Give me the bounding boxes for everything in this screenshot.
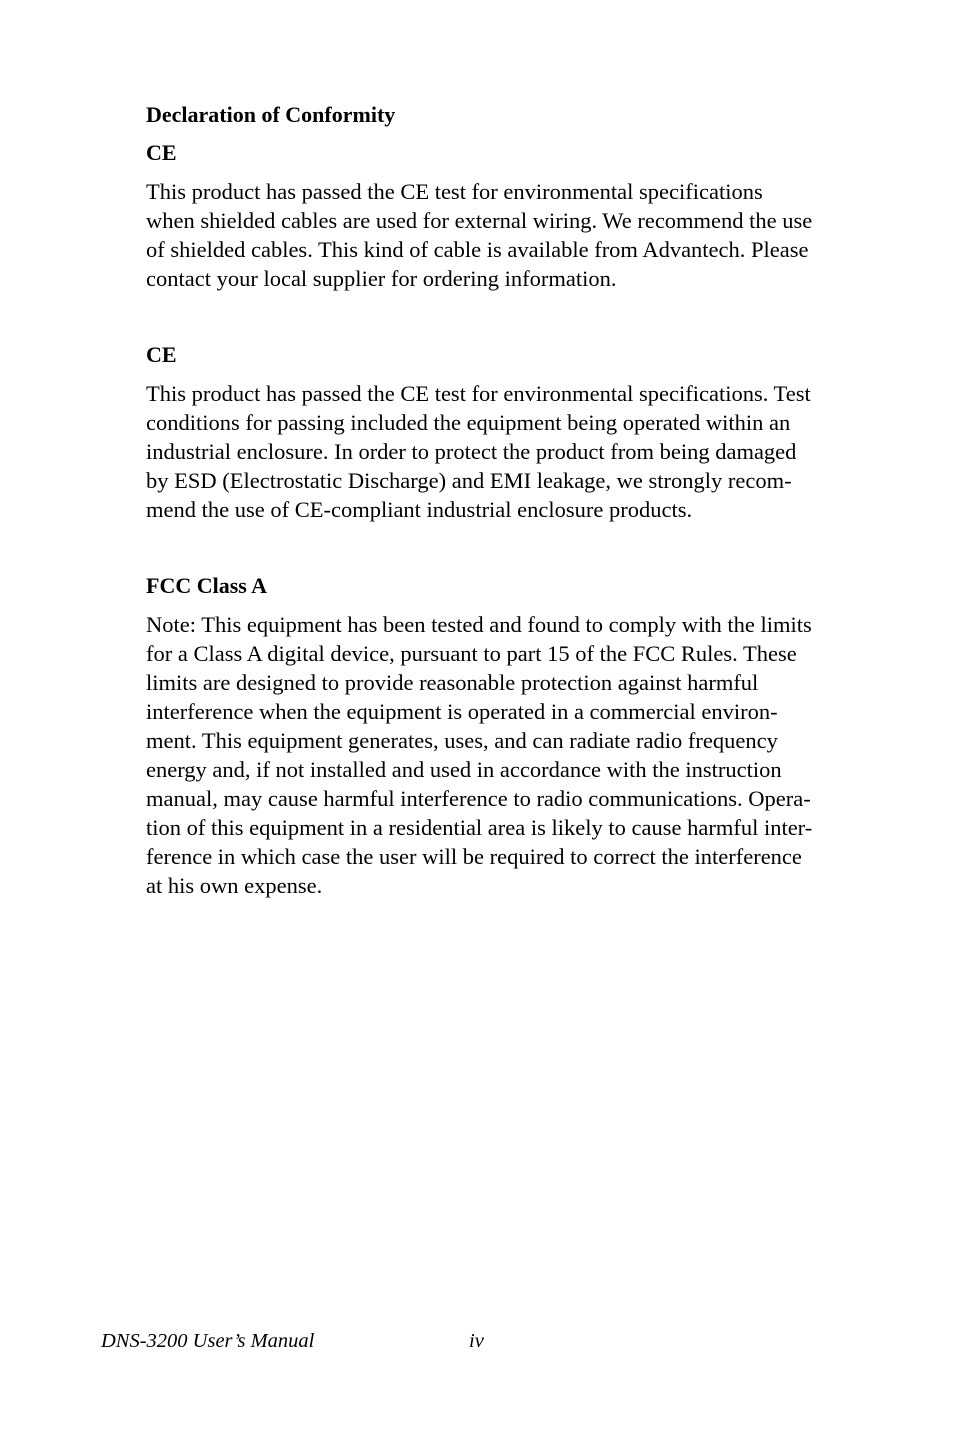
paragraph-line: limits are designed to provide reasonable protection against harmful (146, 670, 759, 695)
section-paragraph (146, 610, 861, 900)
document-body (146, 101, 861, 900)
section-heading: FCC Class A (146, 573, 268, 598)
section-fcc-class-a (146, 572, 861, 900)
paragraph-line: ference in which case the user will be required to correct the interference (146, 844, 802, 869)
document-title: Declaration of Conformity (146, 102, 396, 127)
paragraph-line: contact your local supplier for ordering information. (146, 266, 617, 291)
paragraph-line: This product has passed the CE test for environmental specifications (146, 179, 763, 204)
paragraph-line: ment. This equipment generates, uses, and can radiate radio frequency (146, 728, 778, 753)
paragraph-line: conditions for passing included the equipment being operated within an (146, 410, 791, 435)
section-ce-enclosure (146, 341, 861, 524)
footer-page-number: iv (469, 1330, 484, 1352)
section-paragraph (146, 379, 861, 524)
footer-manual-name: DNS-3200 User’s Manual (101, 1330, 315, 1352)
paragraph-line: Note: This equipment has been tested and found to comply with the limits (146, 612, 812, 637)
paragraph-line: energy and, if not installed and used in accordance with the instruction (146, 757, 782, 782)
paragraph-line: when shielded cables are used for external wiring. We recommend the use (146, 208, 813, 233)
paragraph-line: for a Class A digital device, pursuant to part 15 of the FCC Rules. These (146, 641, 797, 666)
section-heading: CE (146, 342, 177, 367)
paragraph-line: manual, may cause harmful interference to radio communications. Opera- (146, 786, 811, 811)
section-heading: CE (146, 140, 177, 165)
paragraph-line: at his own expense. (146, 873, 323, 898)
paragraph-line: of shielded cables. This kind of cable is available from Advantech. Please (146, 237, 809, 262)
paragraph-line: This product has passed the CE test for environmental specifications. Test (146, 381, 811, 406)
paragraph-line: industrial enclosure. In order to protect the product from being damaged (146, 439, 797, 464)
paragraph-line: interference when the equipment is operated in a commercial environ- (146, 699, 778, 724)
section-paragraph (146, 177, 861, 293)
paragraph-line: tion of this equipment in a residential area is likely to cause harmful inter- (146, 815, 813, 840)
paragraph-line: by ESD (Electrostatic Discharge) and EMI leakage, we strongly recom- (146, 468, 792, 493)
paragraph-line: mend the use of CE-compliant industrial enclosure products. (146, 497, 693, 522)
section-ce-shielded-cables (146, 139, 861, 293)
